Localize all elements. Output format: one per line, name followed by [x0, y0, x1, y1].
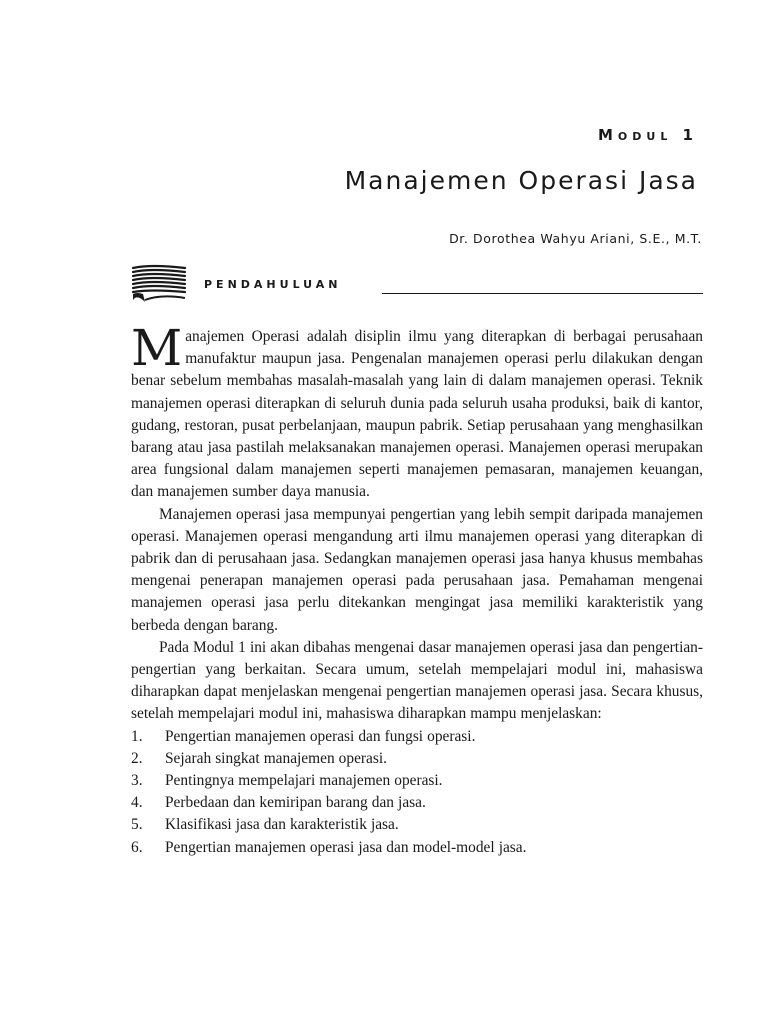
- paragraph-3: Pada Modul 1 ini akan dibahas mengenai dasar manajemen operasi jasa dan pengertian-pengertian yang berkaitan. Secara umum, setelah mempelajari modul ini, mahasiswa diharapkan dapat menjelaskan mengenai pengertian manajemen operasi jasa. Secara khusus, setelah mempelajari modul ini, mahasiswa diharapkan mampu menjelaskan:: [131, 638, 703, 723]
- list-item: [131, 814, 703, 836]
- list-item-text: Pengertian manajemen operasi dan fungsi operasi.: [165, 727, 476, 745]
- author-name: Dr. Dorothea Wahyu Ariani, S.E., M.T.: [449, 231, 702, 246]
- list-item-text: Perbedaan dan kemiripan barang dan jasa.: [165, 794, 426, 812]
- list-item-number: 6.: [131, 838, 143, 856]
- section-label: PENDAHULUAN: [204, 278, 342, 291]
- list-item: [131, 726, 703, 748]
- section-divider: [382, 293, 703, 294]
- paragraph-2: Manajemen operasi jasa mempunyai pengertian yang lebih sempit daripada manajemen operasi. Manajemen operasi mengandung arti ilmu manajemen operasi yang diterapkan di pabrik dan di perusahaan jasa. Sedangkan manajemen operasi jasa hanya khusus membahas mengenai penerapan manajemen operasi pada perusahaan jasa. Pemahaman mengenai manajemen operasi jasa perlu ditekankan mengingat jasa memiliki karakteristik yang berbeda dengan barang.: [131, 505, 703, 634]
- section-header: [131, 264, 703, 304]
- paragraph-intro-text: anajemen Operasi adalah disiplin ilmu yang diterapkan di berbagai perusahaan manufaktur maupun jasa. Pengenalan manajemen operasi perlu dilakukan dengan benar sebelum membahas masalah-masalah yang lain di dalam manajemen operasi. Teknik manajemen operasi diterapkan di seluruh dunia pada seluruh usaha produksi, baik di kantor, gudang, restoran, pusat perbelanjaan, maupun pabrik. Setiap perusahaan yang menghasilkan barang atau jasa pastilah melaksanakan manajemen operasi. Manajemen operasi merupakan area fungsional dalam manajemen seperti manajemen pemasaran, manajemen keuangan, dan manajemen sumber daya manusia.: [131, 328, 703, 501]
- objectives-list: [131, 726, 703, 859]
- list-item-number: 3.: [131, 772, 143, 790]
- module-label: Modul 1: [597, 126, 698, 144]
- list-item-number: 4.: [131, 794, 143, 812]
- drop-cap: M: [131, 319, 183, 377]
- list-item-text: Pengertian manajemen operasi jasa dan model-model jasa.: [165, 838, 527, 856]
- list-item-text: Sejarah singkat manajemen operasi.: [165, 749, 387, 767]
- open-book-icon: [131, 264, 187, 304]
- body-text: [131, 319, 703, 859]
- list-item: [131, 792, 703, 814]
- list-item: [131, 748, 703, 770]
- list-item-text: Klasifikasi jasa dan karakteristik jasa.: [165, 816, 399, 834]
- list-item-number: 2.: [131, 749, 143, 767]
- list-item-number: 5.: [131, 816, 143, 834]
- paragraph-intro: [131, 319, 703, 504]
- list-item-text: Pentingnya mempelajari manajemen operasi.: [165, 772, 443, 790]
- page-title: Manajemen Operasi Jasa: [344, 166, 698, 195]
- list-item-number: 1.: [131, 727, 143, 745]
- list-item: [131, 837, 703, 859]
- list-item: [131, 770, 703, 792]
